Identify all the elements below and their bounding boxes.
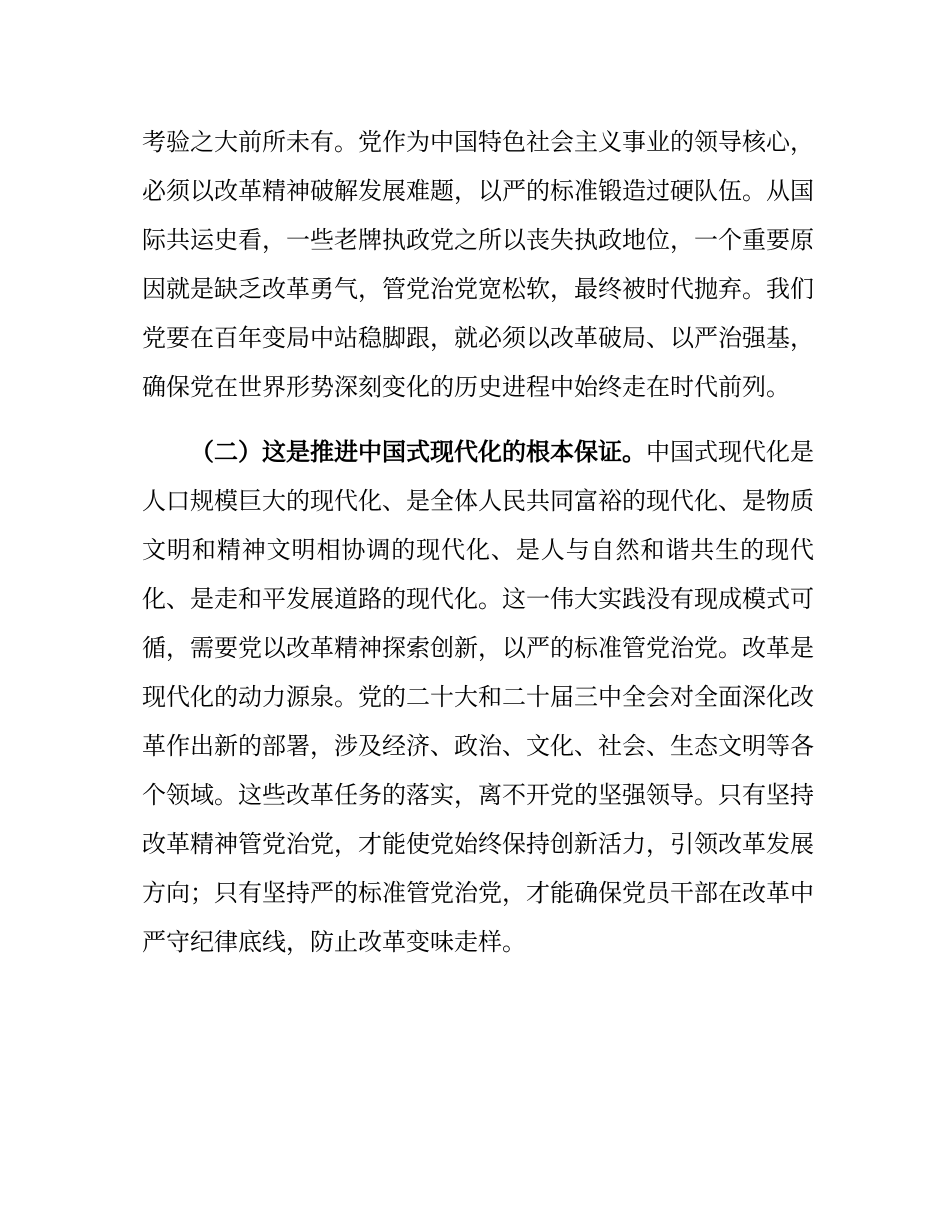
paragraph-section-two: [142, 429, 814, 968]
section-two-heading: （二）这是推进中国式现代化的根本保证。: [190, 440, 646, 466]
section-two-body: 中国式现代化是人口规模巨大的现代化、是全体人民共同富裕的现代化、是物质文明和精神文明相协调的现代化、是人与自然和谐共生的现代化、是走和平发展道路的现代化。这一伟大实践没有现成模式可循，需要党以改革精神探索创新，以严的标准管党治党。改革是现代化的动力源泉。党的二十大和二十届三中全会对全面深化改革作出新的部署，涉及经济、政治、文化、社会、生态文明等各个领域。这些改革任务的落实，离不开党的坚强领导。只有坚持改革精神管党治党，才能使党始终保持创新活力，引领改革发展方向；只有坚持严的标准管党治党，才能确保党员干部在改革中严守纪律底线，防止改革变味走样。: [142, 440, 814, 956]
paragraph-continuation: 考验之大前所未有。党作为中国特色社会主义事业的领导核心，必须以改革精神破解发展难题，以严的标准锻造过硬队伍。从国际共运史看，一些老牌执政党之所以丧失执政地位，一个重要原因就是缺乏改革勇气，管党治党宽松软，最终被时代抛弃。我们党要在百年变局中站稳脚跟，就必须以改革破局、以严治强基，确保党在世界形势深刻变化的历史进程中始终走在时代前列。: [142, 130, 814, 401]
